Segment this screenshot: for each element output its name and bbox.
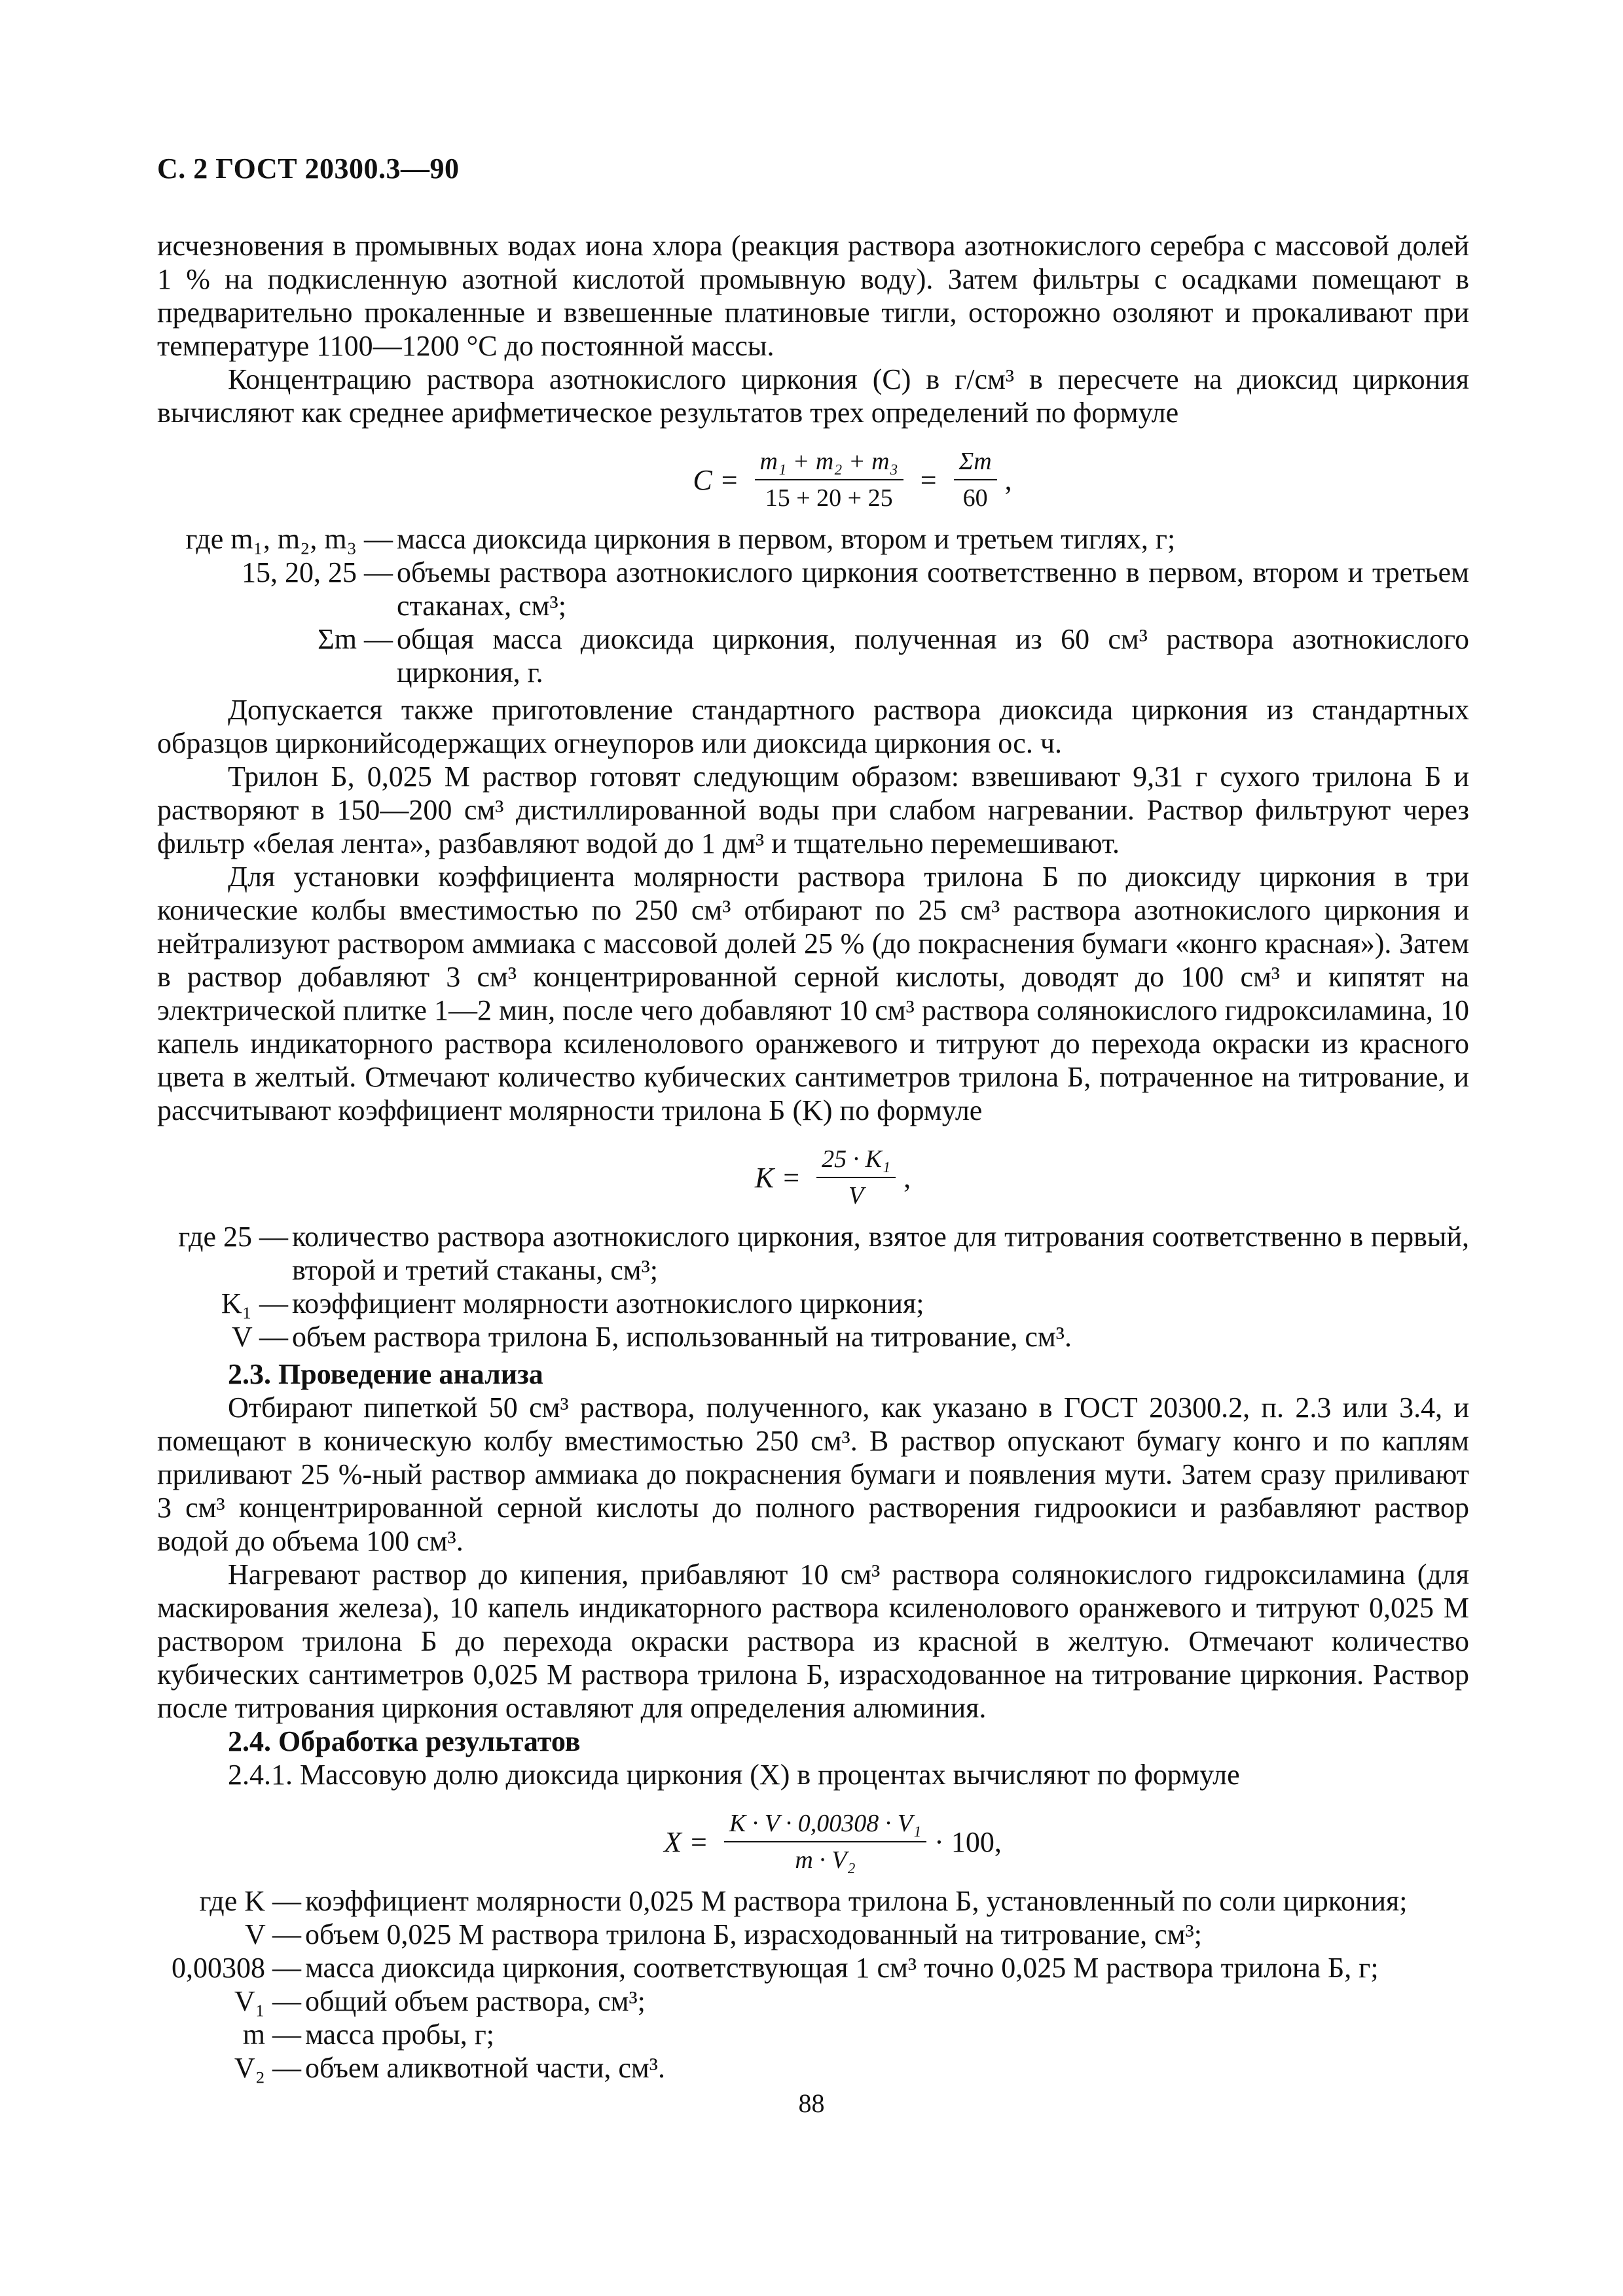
definition-row [157, 2051, 1469, 2085]
definition-symbol: где 25 — [178, 1221, 288, 1253]
definition-symbol: V₂ — [234, 2052, 301, 2084]
formula-c-numerator-2: Σm [954, 446, 997, 480]
formula-x-lhs: X [664, 1825, 682, 1858]
formula-x-denominator: m · V₂ [795, 1846, 856, 1874]
paragraph-1: исчезновения в промывных водах иона хлора (реакция раствора азотнокислого серебра с массовой долей 1 % на подкисленную азотной кислотой промывную воду). Затем фильтры с осадками помещают в предварительно прокаленные и взвешенные платиновые тигли, осторожно озоляют и прокаливают при температуре 1100—1200 °C до постоянной массы. [157, 230, 1469, 362]
formula-c-lhs: C [693, 463, 712, 496]
paragraph-6: Отбирают пипеткой 50 см³ раствора, полученного, как указано в ГОСТ 20300.2, п. 2.3 или 3.4, и помещают в коническую колбу вместимостью 250 см³. В раствор опускают бумагу конго и по каплям приливают 25 %-ный раствор аммиака до покраснения бумаги и появления мути. Затем сразу приливают 3 см³ концентрированной серной кислоты до полного растворения гидроокиси и разбавляют раствор водой до объема 100 см³. [157, 1391, 1469, 1557]
definition-symbol: m — [242, 2018, 301, 2051]
formula-k-eq: = [783, 1161, 800, 1194]
definition-text: объем аликвотной части, см³. [305, 2052, 665, 2084]
page-header: С. 2 ГОСТ 20300.3—90 [157, 152, 460, 185]
definition-row [157, 1951, 1469, 1984]
formula-x-eq: = [691, 1825, 707, 1858]
definition-row [157, 1287, 1469, 1320]
formula-c-eq: = [721, 463, 738, 496]
definition-row [157, 1320, 1469, 1354]
definition-text: объемы раствора азотнокислого циркония соответственно в первом, втором и третьем стаканах, см³; [397, 556, 1469, 622]
definition-symbol: K₁ — [221, 1287, 288, 1319]
definition-row [157, 2018, 1469, 2051]
formula-x-numerator: K · V · 0,00308 · V₁ [724, 1808, 926, 1842]
paragraph-8: 2.4.1. Массовую долю диоксида циркония (X) в процентах вычисляют по формуле [228, 1759, 1240, 1791]
definition-symbol: V — [245, 1918, 301, 1950]
definition-text: масса пробы, г; [305, 2018, 494, 2051]
formula-k-lhs: K [754, 1161, 775, 1194]
formula-c-tail: , [1004, 463, 1012, 496]
formula-k-numerator: 25 · K₁ [816, 1144, 896, 1178]
definition-symbol: V — [232, 1321, 288, 1353]
formula-k-denominator: V [848, 1182, 864, 1210]
formula-c-denominator: 15 + 20 + 25 [765, 484, 893, 512]
formula-k-fraction [816, 1144, 896, 1211]
definition-symbol: V₁ — [234, 1985, 301, 2017]
definition-text: масса диоксида циркония, соответствующая 1 см³ точно 0,025 М раствора трилона Б, г; [305, 1952, 1379, 1984]
definition-row [157, 1918, 1469, 1951]
formula-c-numerator: m₁ + m₂ + m₃ [755, 446, 903, 480]
formula-c-fraction-2 [954, 446, 997, 513]
definition-symbol: 0,00308 — [172, 1952, 301, 1984]
definition-row [157, 1984, 1469, 2018]
formula-c-eq2: = [920, 463, 937, 496]
section-heading-2-3: 2.3. Проведение анализа [228, 1358, 543, 1390]
formula-c-fraction [755, 446, 903, 513]
definition-row [157, 556, 1469, 622]
definitions-2 [157, 1220, 1469, 1354]
definitions-1 [157, 522, 1469, 689]
formula-x-fraction [724, 1808, 926, 1875]
paragraph-3: Допускается также приготовление стандартного раствора диоксида циркония из стандартных образцов цирконийсодержащих огнеупоров или диоксида циркония ос. ч. [157, 694, 1469, 759]
formula-x [157, 1808, 1469, 1875]
definitions-3 [157, 1884, 1469, 2085]
formula-c-denominator-2: 60 [962, 484, 988, 512]
definition-text: коэффициент молярности 0,025 М раствора трилона Б, установленный по соли циркония; [305, 1885, 1408, 1917]
definition-text: коэффициент молярности азотнокислого циркония; [292, 1287, 924, 1319]
definition-symbol: где m₁, m₂, m₃ — [185, 523, 393, 555]
definition-symbol: 15, 20, 25 — [242, 556, 393, 588]
paragraph-2: Концентрацию раствора азотнокислого циркония (C) в г/см³ в пересчете на диоксид циркония вычисляют как среднее арифметическое результатов трех определений по формуле [157, 363, 1469, 429]
definition-symbol: где K — [199, 1885, 301, 1917]
definition-row [157, 1884, 1469, 1918]
definition-text: общий объем раствора, см³; [305, 1985, 646, 2017]
definition-text: общая масса диоксида циркония, полученная из 60 см³ раствора азотнокислого циркония, г. [397, 623, 1469, 689]
definition-text: количество раствора азотнокислого циркония, взятое для титрования соответственно в первый, второй и третий стаканы, см³; [292, 1221, 1469, 1286]
definition-row [157, 1220, 1469, 1287]
definition-row [157, 622, 1469, 689]
definition-text: масса диоксида циркония в первом, втором и третьем тиглях, г; [397, 523, 1176, 555]
definition-row [157, 522, 1469, 556]
formula-c [157, 446, 1469, 513]
page-number: 88 [798, 2089, 825, 2118]
paragraph-5: Для установки коэффициента молярности раствора трилона Б по диоксиду циркония в три конические колбы вместимостью по 250 см³ отбирают по 25 см³ раствора азотнокислого циркония и нейтрализуют раствором аммиака с массовой долей 25 % (до покраснения бумаги «конго красная»). Затем в раствор добавляют 3 см³ концентрированной серной кислоты, доводят до 100 см³ и кипятят на электрической плитке 1—2 мин, после чего добавляют 10 см³ раствора солянокислого гидроксиламина, 10 капель индикаторного раствора ксиленолового оранжевого и титруют до перехода окраски из красного цвета в желтый. Отмечают количество кубических сантиметров трилона Б, потраченное на титрование, и рассчитывают коэффициент молярности трилона Б (K) по формуле [157, 861, 1469, 1126]
paragraph-4: Трилон Б, 0,025 М раствор готовят следующим образом: взвешивают 9,31 г сухого трилона Б и растворяют в 150—200 см³ дистиллированной воды при слабом нагревании. Раствор фильтруют через фильтр «белая лента», разбавляют водой до 1 дм³ и тщательно перемешивают. [157, 761, 1469, 859]
definition-text: объем раствора трилона Б, использованный на титрование, см³. [292, 1321, 1072, 1353]
formula-k [157, 1144, 1469, 1211]
definition-text: объем 0,025 М раствора трилона Б, израсходованный на титрование, см³; [305, 1918, 1202, 1950]
document-body [157, 229, 1469, 2089]
definition-symbol: Σm — [318, 623, 393, 655]
formula-x-tail: · 100, [934, 1825, 1002, 1858]
formula-k-tail: , [903, 1161, 911, 1194]
section-heading-2-4: 2.4. Обработка результатов [228, 1725, 581, 1757]
paragraph-7: Нагревают раствор до кипения, прибавляют 10 см³ раствора солянокислого гидроксиламина (для маскирования железа), 10 капель индикаторного раствора ксиленолового оранжевого и титруют 0,025 М раствором трилона Б до перехода окраски раствора из красной в желтую. Отмечают количество кубических сантиметров 0,025 М раствора трилона Б, израсходованное на титрование циркония. Раствор после титрования циркония оставляют для определения алюминия. [157, 1558, 1469, 1724]
